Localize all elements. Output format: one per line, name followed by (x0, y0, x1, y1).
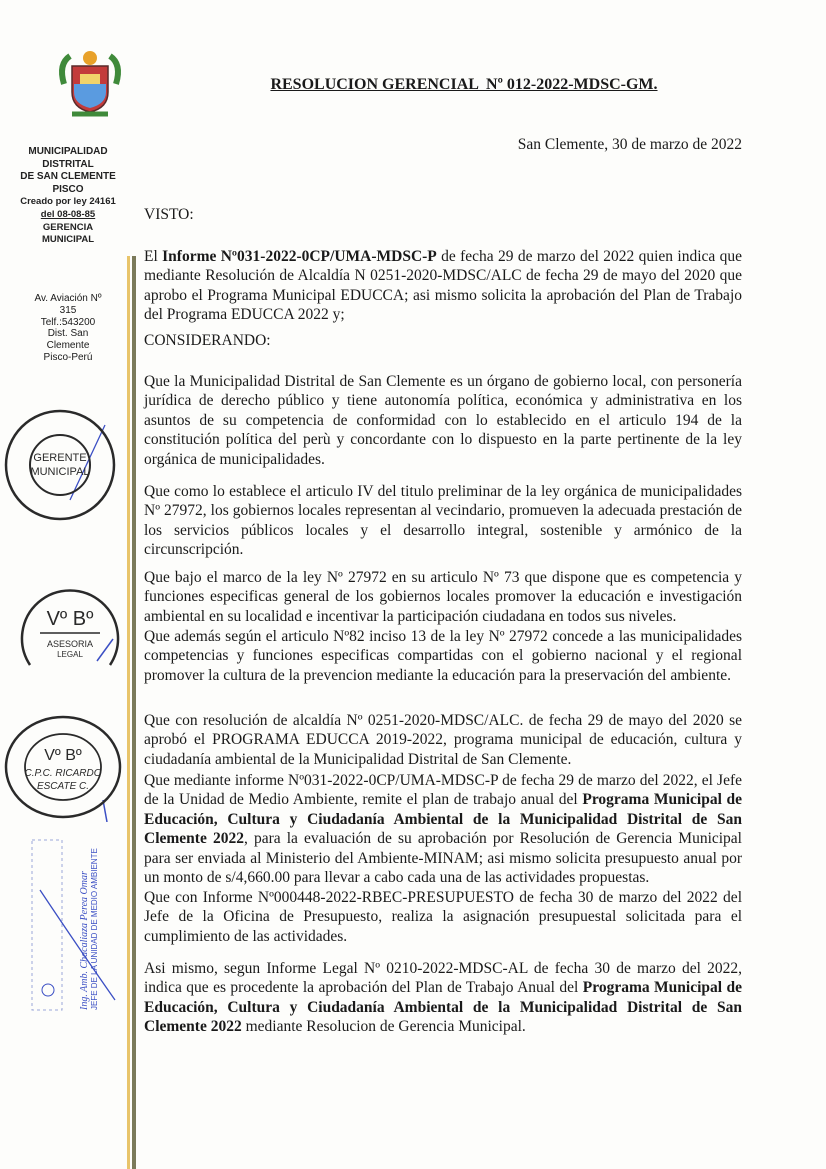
paragraph-text: , para la evaluación de su aprobación por Resolución de Gerencia Municipal para ser enviada al Ministerio del Ambiente-MINAM; asi mismo solicita presupuesto anual por un monto de s/4,660.00 para llevar a cabo cada una de las actividades propuestas. (144, 830, 742, 887)
margin-rule-olive (132, 256, 136, 1169)
bold-text: Programa Municipal de Educación, Cultura y Ciudadanía Ambiental de la Municipalidad Distrital de San Clemente 2022 (144, 979, 742, 1036)
paragraph-text: Que bajo el marco de la ley Nº 27972 en su articulo Nº 73 que dispone que es competencia y funciones especificas general de los gobiernos locales promover la educación e investigación ambiental en su localidad e incentivar la participación ciudadana en todos sus niveles. (144, 569, 742, 625)
office-line: MUNICIPAL (41, 234, 95, 246)
visto-heading: VISTO: (144, 206, 194, 223)
org-line: MUNICIPALIDAD (28, 146, 108, 157)
body-paragraph (144, 711, 742, 769)
paragraph-text: mediante Resolucion de Gerencia Municipal. (241, 1018, 526, 1036)
org-line: DISTRITAL (42, 158, 94, 170)
body-paragraph (144, 959, 742, 1037)
margin-rule-yellow (127, 256, 130, 1169)
gerente-municipal-seal-stamp (0, 405, 125, 525)
considerando-heading: CONSIDERANDO: (144, 332, 271, 349)
org-line: PISCO (52, 183, 84, 195)
bold-text: Programa Municipal de Educación, Cultura y Ciudadanía Ambiental de la Municipalidad Distrital de San Clemente 2022 (144, 791, 742, 848)
paragraph-text: Que como lo establece el articulo IV del titulo preliminar de la ley orgánica de municipalidades Nº 27972, los gobiernos locales representan al vecindario, promueven la adecuada prestación de los servicios públicos locales y el desarrollo integral, sostenible y armónico de la circunscripción. (144, 483, 742, 559)
stamp-text: ESCATE C. (36, 781, 90, 792)
signatory-title: JEFE DE LA UNIDAD DE MEDIO AMBIENTE (90, 848, 99, 1010)
stamp-text: C.P.C. RICARDO (24, 768, 102, 779)
body-paragraph (144, 372, 742, 469)
body-paragraph (144, 627, 742, 685)
bold-text: Informe Nº031-2022-0CP/UMA-MDSC-P (162, 248, 437, 265)
body-paragraph (144, 247, 742, 325)
signatory-name: Ing. Amb. Chacaliaza Perea Omar (79, 871, 90, 1010)
stamp-text: ASESORIA (46, 639, 94, 649)
medio-ambiente-signature-stamp (30, 830, 120, 1020)
municipal-coat-of-arms-logo (50, 44, 130, 124)
paragraph-text: Asi mismo, segun Informe Legal Nº 0210-2022-MDSC-AL de fecha 30 de marzo del 2022, indica que es procedente la aprobación del Plan de Trabajo Anual del (144, 960, 742, 997)
resolution-title: RESOLUCION GERENCIAL Nº 012-2022-MDSC-GM. (270, 76, 658, 93)
created-date: del 08-08-85 (40, 208, 96, 220)
jefe-presupuesto-seal-stamp (3, 712, 125, 822)
address-line: Av. Aviación Nº (34, 293, 102, 304)
org-line: DE SAN CLEMENTE (20, 171, 116, 183)
document-date: San Clemente, 30 de marzo de 2022 (517, 136, 742, 153)
stamp-text: Vº Bº (44, 747, 82, 764)
paragraph-text: Que además según el articulo Nº82 inciso 13 de la ley Nº 27972 concede a las municipalidades competencias y funciones especificas compartidas con el gobierno nacional y el regional promover la cultura de la prevencion mediante la educación para la preservación del ambiente. (144, 628, 742, 684)
address-line: Pisco-Perú (43, 351, 93, 363)
address-line: 315 (59, 304, 77, 316)
paragraph-text: Que con resolución de alcaldía Nº 0251-2020-MDSC/ALC. de fecha 29 de mayo del 2020 se aprobó el PROGRAMA EDUCCA 2019-2022, programa municipal de educación, cultura y ciudadanía ambiental de la Municipalidad Distrital de San Clemente. (144, 712, 742, 768)
address-line: Clemente (46, 340, 90, 352)
org-line: Creado por ley 24161 (20, 196, 116, 208)
municipality-name (8, 146, 128, 247)
body-paragraph (144, 888, 742, 946)
office-line: GERENCIA (42, 221, 94, 233)
stamp-text: LEGAL (57, 650, 83, 659)
stamp-text: Vº Bº (46, 608, 94, 630)
stamp-text: GERENTE (33, 452, 87, 464)
body-paragraph (144, 771, 742, 887)
paragraph-text: Que la Municipalidad Distrital de San Clemente es un órgano de gobierno local, con personería jurídica de derecho público y tiene autonomía política, económica y administrativa en los asuntos de su competencia de conformidad con lo establecido en el articulo 194 de la constitución política del perù y concordante con lo dispuesto en la parte pertinente de la ley orgánica de municipalidades. (144, 373, 742, 468)
municipality-address (8, 293, 128, 364)
paragraph-text: Que con Informe Nº000448-2022-RBEC-PRESUPUESTO de fecha 30 de marzo del 2022 del Jefe de la Oficina de Presupuesto, realiza la asignación presupuestal solicitada para el cumplimiento de las actividades. (144, 889, 742, 945)
paragraph-text: de fecha 29 de marzo del 2022 quien indica que mediante Resolución de Alcaldía N 0251-2020-MDSC/ALC de fecha 29 de mayo del 2020 que aprobo el Programa Municipal EDUCCA; asi mismo solicita la aprobación del Plan de Trabajo del Programa EDUCCA 2022 y; (144, 248, 742, 324)
paragraph-text: Que mediante informe Nº031-2022-0CP/UMA-MDSC-P de fecha 29 de marzo del 2022, el Jefe de la Unidad de Medio Ambiente, remite el plan de trabajo anual del (144, 772, 742, 809)
body-paragraph (144, 568, 742, 626)
address-line: Telf.:543200 (40, 316, 96, 328)
stamp-text: MUNICIPAL (30, 466, 90, 478)
asesoria-legal-seal-stamp (15, 575, 125, 685)
address-line: Dist. San (47, 328, 89, 340)
paragraph-text: El (144, 248, 163, 265)
body-paragraph (144, 482, 742, 560)
